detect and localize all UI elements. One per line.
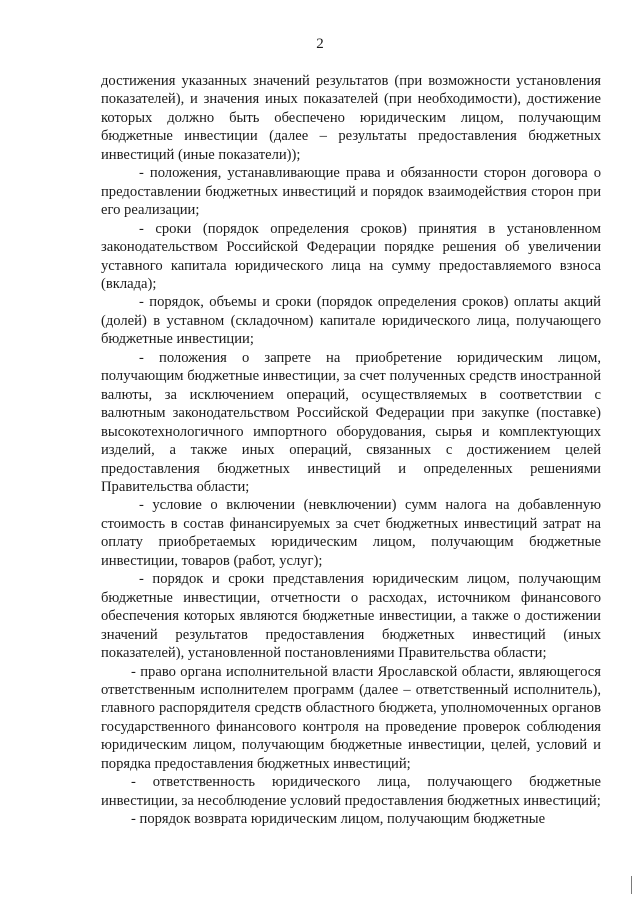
page-number: 2 — [316, 36, 324, 52]
paragraph-shares-payment: - порядок, объемы и сроки (порядок определения сроков) оплаты акций (долей) в уставном (складочном) капитале юридического лица, получающего бюджетные инвестиции; — [101, 294, 601, 348]
paragraph-results-achievement: достижения указанных значений результатов (при возможности установления показателей), и значения иных показателей (при необходимости), достижение которых должно быть обеспечено юридическим лицом, получающим бюджетные инвестиции (далее – результаты предоставления бюджетных инвестиций (иные показатели)); — [101, 73, 601, 163]
paragraph-capital-increase-terms: - сроки (порядок определения сроков) принятия в установленном законодательством Российской Федерации порядке решения об увеличении уставного капитала юридического лица на сумму предоставляемого взноса (вклада); — [101, 220, 601, 292]
paragraph-vat-condition: - условие о включении (невключении) сумм налога на добавленную стоимость в состав финансируемых за счет бюджетных инвестиций затрат на оплату приобретаемых юридическим лицом, получающим бюджетные инвестиции, товаров (работ, услуг); — [101, 497, 601, 569]
document-body — [101, 72, 601, 829]
paragraph-liability: - ответственность юридического лица, получающего бюджетные инвестиции, за несоблюдение условий предоставления бюджетных инвестиций; — [101, 774, 601, 809]
paragraph-return-procedure: - порядок возврата юридическим лицом, получающим бюджетные — [131, 811, 546, 828]
paragraph-inspection-right: - право органа исполнительной власти Ярославской области, являющегося ответственным исполнителем программ (далее – ответственный исполнитель), главного распорядителя средств областного бюджета, уполномоченных органов государственного финансового контроля на проведение проверок соблюдения юридическим лицом, получающим бюджетные инвестиции, целей, условий и порядка предоставления бюджетных инвестиций; — [101, 663, 601, 772]
paragraph-rights-obligations: - положения, устанавливающие права и обязанности сторон договора о предоставлении бюджетных инвестиций и порядок взаимодействия сторон при его реализации; — [101, 165, 601, 219]
paragraph-reporting-procedure: - порядок и сроки представления юридическим лицом, получающим бюджетные инвестиции, отчетности о расходах, источником финансового обеспечения которых являются бюджетные инвестиции, а также о достижении значений результатов предоставления бюджетных инвестиций (иных показателей), установленной постановлениями Правительства области; — [101, 571, 601, 662]
paragraph-currency-prohibition: - положения о запрете на приобретение юридическим лицом, получающим бюджетные инвестиции, за счет полученных средств иностранной валюты, за исключением операций, осуществляемых в соответствии с валютным законодательством Российской Федерации при закупке (поставке) высокотехнологичного импортного оборудования, сырья и комплектующих изделий, а также иных операций, связанных с достижением целей предоставления бюджетных инвестиций и определенных решениями Правительства области; — [101, 349, 601, 495]
scan-edge-mark — [631, 876, 632, 894]
